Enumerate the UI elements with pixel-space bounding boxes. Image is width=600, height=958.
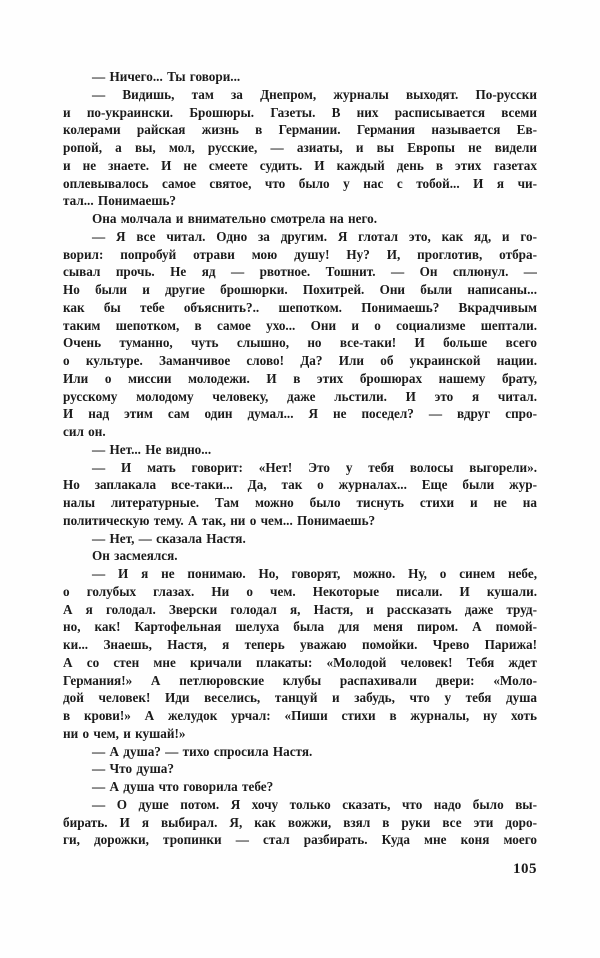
page-text-block xyxy=(63,68,537,849)
page-number: 105 xyxy=(513,861,537,877)
text-line: И над этим сам один думал... Я не поседел? — вдруг спро- xyxy=(63,406,537,422)
text-line: Или о миссии молодежи. И в этих брошюрах нашему брату, xyxy=(63,370,537,386)
text-line: — Ничего... Ты говори... xyxy=(92,69,241,84)
text-line: о голубых глазах. Ни о чем. Некоторые писали. И кушали. xyxy=(63,583,537,599)
text-line: таким шепотком, в самое ухо... Они и о социализме шептали. xyxy=(63,317,537,333)
text-line: — А душа? — тихо спросила Настя. xyxy=(92,743,313,759)
text-line: оплевывалось самое святое, что было у нас с тобой... И я чи- xyxy=(63,175,537,191)
text-line: Германия!» А петлюровские клубы распахивали двери: «Моло- xyxy=(63,672,537,688)
text-line: ворил: попробуй отрави мою душу! Ну? И, проглотив, отбра- xyxy=(63,246,537,262)
text-line: колерами райская жизнь в Германии. Германия называется Ев- xyxy=(63,122,537,138)
text-line: ни о чем, и кушай!» xyxy=(63,725,186,741)
text-line: бирать. И я выбирал. Я, как вожжи, взял в руки все эти доро- xyxy=(63,814,537,830)
text-line: налы литературные. Там можно было тиснуть стихи и не на xyxy=(63,495,537,510)
text-line: Он засмеялся. xyxy=(92,548,178,564)
text-line: Но заплакала все-таки... Да, так о журналах... Еще были жур- xyxy=(63,477,537,493)
text-line: А со стен мне кричали плакаты: «Молодой человек! Тебя ждет xyxy=(63,654,537,670)
text-line: — Нет, — сказала Настя. xyxy=(92,530,246,546)
text-line: тал... Понимаешь? xyxy=(63,193,177,209)
text-line: политическую тему. А так, ни о чем... Понимаешь? xyxy=(63,512,376,528)
text-line: сил он. xyxy=(63,424,106,439)
text-line: Очень туманно, чуть слышно, но все-таки! И больше всего xyxy=(63,335,537,351)
text-line: — Что душа? xyxy=(92,761,174,777)
text-line: как бы тебе объяснить?.. шепотком. Понимаешь? Вкрадчивым xyxy=(63,299,537,315)
text-line: — Видишь, там за Днепром, журналы выходят. По-русски xyxy=(92,86,537,102)
text-line: — Нет... Не видно... xyxy=(92,441,212,457)
text-line: — Я все читал. Одно за другим. Я глотал это, как яд, и го- xyxy=(92,228,537,244)
text-line: но, как! Картофельная шелуха была для меня пиром. А помой- xyxy=(63,619,537,635)
text-line: Но были и другие брошюрки. Похитрей. Они были написаны... xyxy=(63,282,537,297)
text-line: русскому молодому человеку, даже льстили. И это я читал. xyxy=(63,388,537,404)
text-line: — И я не понимаю. Но, говорят, можно. Ну, о синем небе, xyxy=(92,566,537,581)
text-line: ги, дорожки, тропинки — стал разбирать. Куда мне коня моего xyxy=(63,832,537,848)
text-line: ропой, а вы, мол, русские, — азиаты, и вы Европы не видели xyxy=(63,140,537,155)
text-line: — О душе потом. Я хочу только сказать, что надо было вы- xyxy=(92,796,537,812)
text-line: — А душа что говорила тебе? xyxy=(92,779,274,794)
text-line: Она молчала и внимательно смотрела на него. xyxy=(92,211,378,226)
text-line: в крови!» А желудок урчал: «Пиши стихи в журналы, ну хоть xyxy=(63,708,537,723)
text-line: о культуре. Заманчивое слово! Да? Или об украинской нации. xyxy=(63,353,537,368)
text-line: сывал прочь. Не яд — рвотное. Тошнит. — Он сплюнул. — xyxy=(63,264,537,280)
text-line: и не знаете. И не смеете судить. И каждый день в этих газетах xyxy=(63,157,537,173)
text-line: ки... Знаешь, Настя, я теперь уважаю помойки. Чрево Парижа! xyxy=(63,637,537,652)
text-line: — И мать говорит: «Нет! Это у тебя волосы выгорели». xyxy=(92,459,537,475)
text-line: А я голодал. Зверски голодал я, Настя, и рассказать даже труд- xyxy=(63,601,537,617)
text-line: и по-украински. Брошюры. Газеты. В них расписывается всеми xyxy=(63,104,537,120)
text-line: дой человек! Иди веселись, танцуй и забудь, что у тебя душа xyxy=(63,690,537,706)
